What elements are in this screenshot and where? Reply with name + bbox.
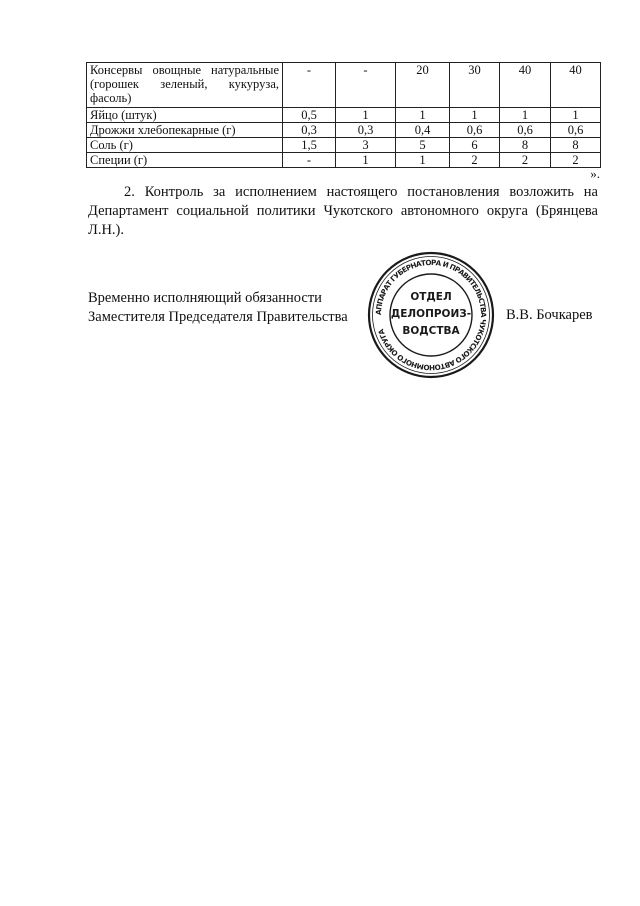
position-line: Заместителя Председателя Правительства: [88, 309, 348, 325]
value-cell: 5: [396, 138, 450, 153]
table-row: [87, 63, 601, 108]
norms-table: [86, 62, 601, 168]
value-cell: 1: [396, 108, 450, 123]
value-cell: -: [336, 63, 396, 108]
value-cell: 2: [551, 153, 601, 168]
value-cell: 6: [450, 138, 500, 153]
value-cell: 1: [336, 153, 396, 168]
value-cell: 0,6: [551, 123, 601, 138]
value-cell: 20: [396, 63, 450, 108]
signatory-name: В.В. Бочкарев: [506, 307, 593, 323]
product-name-cell: Яйцо (штук): [87, 108, 283, 123]
value-cell: 0,3: [283, 123, 336, 138]
value-cell: 0,4: [396, 123, 450, 138]
value-cell: 30: [450, 63, 500, 108]
product-name-cell: Специи (г): [87, 153, 283, 168]
value-cell: 8: [551, 138, 601, 153]
stamp-line: ОТДЕЛ: [410, 291, 452, 303]
stamp-line: ВОДСТВА: [402, 325, 460, 337]
value-cell: -: [283, 153, 336, 168]
value-cell: 0,6: [450, 123, 500, 138]
value-cell: 40: [500, 63, 551, 108]
position-line: Временно исполняющий обязанности: [88, 290, 322, 306]
value-cell: 2: [450, 153, 500, 168]
stamp-line: ДЕЛОПРОИЗ-: [390, 308, 472, 320]
value-cell: 1: [551, 108, 601, 123]
product-name-cell: Консервы овощные натуральные (горошек зеленый, кукуруза, фасоль): [87, 63, 283, 108]
product-name-cell: Дрожжи хлебопекарные (г): [87, 123, 283, 138]
table-row: [87, 108, 601, 123]
value-cell: 1: [336, 108, 396, 123]
table-row: [87, 138, 601, 153]
product-name-cell: Соль (г): [87, 138, 283, 153]
value-cell: 3: [336, 138, 396, 153]
table-row: [87, 153, 601, 168]
value-cell: 0,5: [283, 108, 336, 123]
value-cell: 0,3: [336, 123, 396, 138]
value-cell: 1: [450, 108, 500, 123]
value-cell: 40: [551, 63, 601, 108]
value-cell: 0,6: [500, 123, 551, 138]
stamp-ring-text: АППАРАТ ГУБЕРНАТОРА И ПРАВИТЕЛЬСТВА ЧУКОТСКОГО АВТОНОМНОГО ОКРУГА: [373, 257, 489, 373]
value-cell: 1: [500, 108, 551, 123]
closing-quote: ».: [590, 166, 600, 181]
value-cell: 1: [396, 153, 450, 168]
department-stamp: [366, 250, 496, 380]
table-row: [87, 123, 601, 138]
value-cell: -: [283, 63, 336, 108]
value-cell: 2: [500, 153, 551, 168]
value-cell: 1,5: [283, 138, 336, 153]
value-cell: 8: [500, 138, 551, 153]
signatory-position: [88, 289, 348, 327]
resolution-paragraph: 2. Контроль за исполнением настоящего постановления возложить на Департамент социальной политики Чукотского автономного округа (Брянцева Л.Н.).: [88, 184, 598, 238]
